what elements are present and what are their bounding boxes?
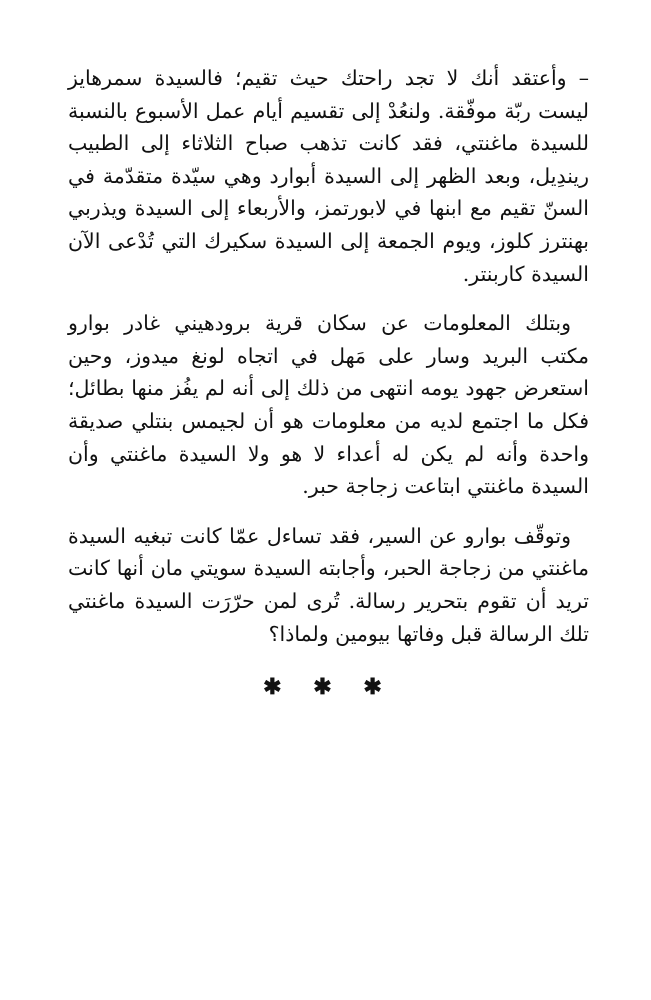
asterisk-icon: ✱ [313,674,344,701]
paragraph-1: – وأعتقد أنك لا تجد راحتك حيث تقيم؛ فالسيدة سمرهايز ليست ربّة موفّقة. ولنعُدْ إلى تقسيم أيام عمل الأسبوع بالنسبة للسيدة ماغنتي، فقد كانت تذهب صباح الثلاثاء إلى الطبيب ريندِيل، وبعد الظهر إلى السيدة أبوارد وهي سيّدة متقدّمة في السنّ تقيم مع ابنها في لابورتمز، والأربعاء إلى السيدة ويذربي بهنترز كلوز، ويوم الجمعة إلى السيدة سكيرك التي تُدْعى الآن السيدة كاربنتر. [68,66,589,286]
paragraph-2: وبتلك المعلومات عن سكان قرية برودهيني غادر بوارو مكتب البريد وسار على مَهل في اتجاه لونغ ميدوز، وحين استعرض جهود يومه انتهى من ذلك إلى أنه لم يفُز منها بطائل؛ فكل ما اجتمع لديه من معلومات هو أن لجيمس بنتلي صديقة واحدة وأنه لم يكن له أعداء لا هو ولا السيدة ماغنتي وأن السيدة ماغنتي ابتاعت زجاجة حبر. [68,311,589,499]
paragraph-3: وتوقّف بوارو عن السير، فقد تساءل عمّا كانت تبغيه السيدة ماغنتي من زجاجة الحبر، وأجابته السيدة سويتي مان أنها كانت تريد أن تقوم بتحرير رسالة. تُرى لمن حرّرَت السيدة ماغنتي تلك الرسالة قبل وفاتها بيومين ولماذا؟ [68,523,589,646]
asterisk-icon: ✱ [363,674,394,701]
book-page [68,62,589,700]
asterisk-icon: ✱ [263,674,294,701]
section-separator [68,674,589,700]
